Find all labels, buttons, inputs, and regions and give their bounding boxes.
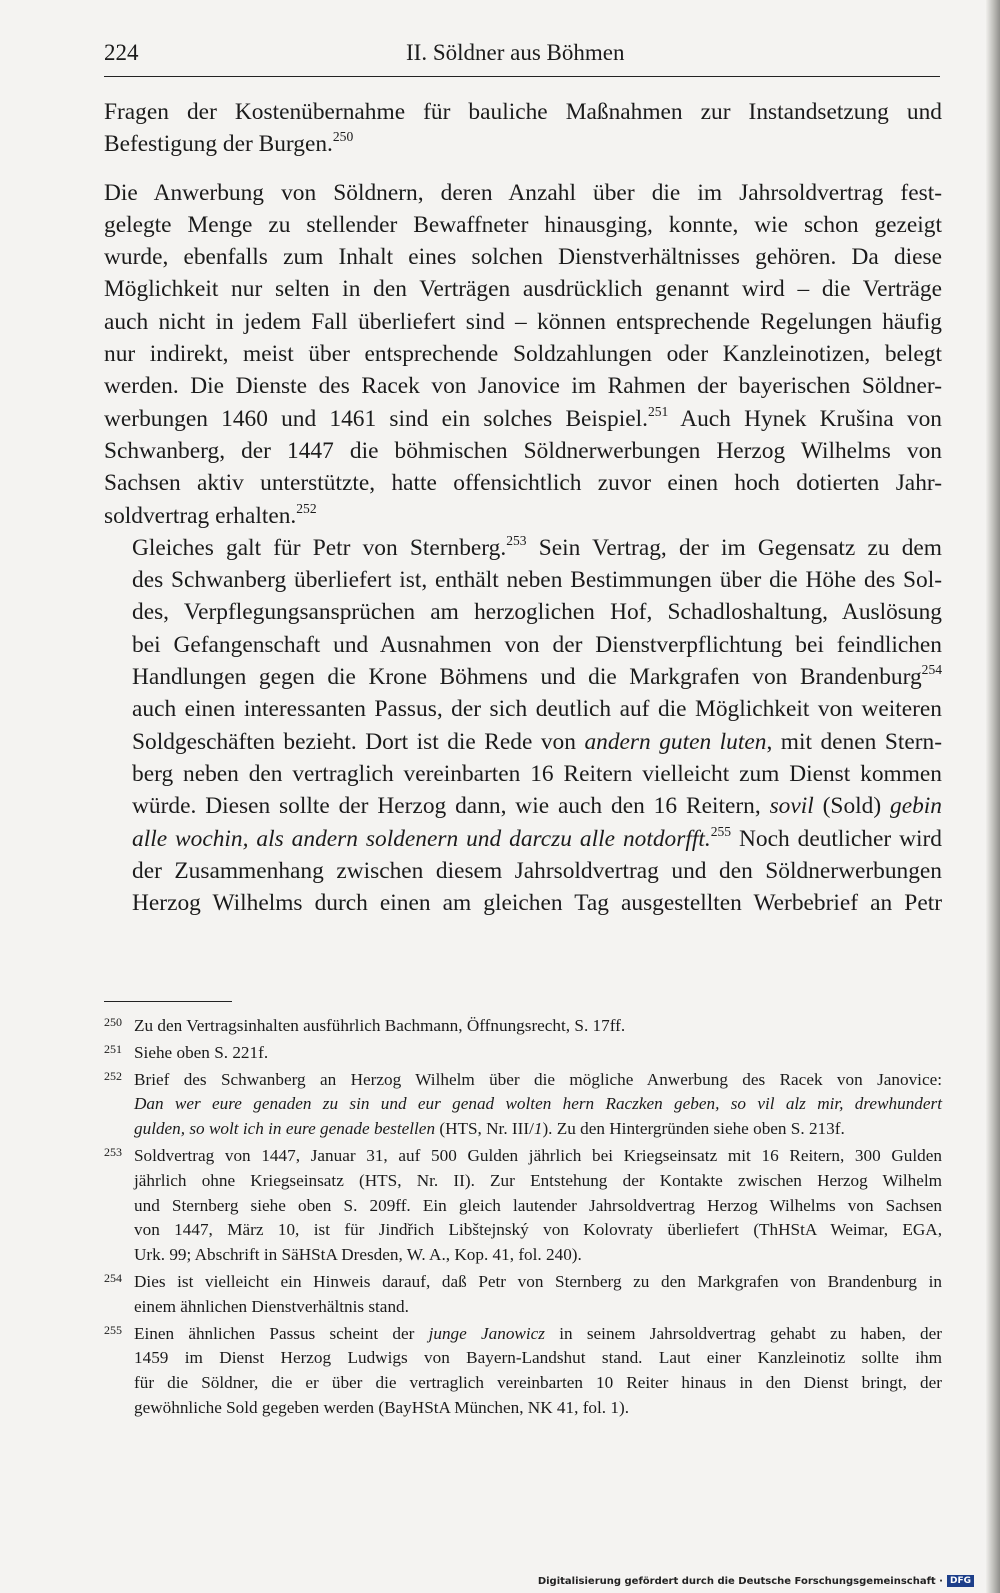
footnote-251 (104, 1041, 942, 1066)
text-line: Soldgeschäften bezieht. Dort ist die Rede von andern guten luten, mit denen Stern- (132, 728, 942, 755)
text-line: bei Gefangenschaft und Ausnahmen von der Dienstverpflichtung bei feindlichen (132, 631, 942, 658)
footnote-line: einem ähnlichen Dienstverhältnis stand. (134, 1296, 409, 1316)
page-number: 224 (104, 40, 139, 65)
footnote-line: 1459 im Dienst Herzog Ludwigs von Bayern-Landshut stand. Laut einer Kanzleinotiz sollte ihm (134, 1348, 942, 1368)
text-line: alle wochin, als andern soldenern und darczu alle notdorfft.$^{255}$ Noch deutlicher wird (132, 823, 942, 852)
footnote-ref: 255 (710, 823, 732, 839)
paragraph-2 (104, 177, 942, 532)
text-line: des, Verpflegungsansprüchen am herzoglichen Hof, Schadloshaltung, Auslösung (132, 599, 942, 626)
text-line: werden. Die Dienste des Racek von Janovice im Rahmen der bayerischen Söldner- (104, 373, 942, 400)
text-line: würde. Diesen sollte der Herzog dann, wie auch den 16 Reitern, sovil (Sold) gebin (132, 793, 942, 820)
footnote-number: 255 (104, 1322, 122, 1337)
text-line: gelegte Menge zu stellender Bewaffneter hinausging, konnte, wie schon gezeigt (104, 211, 942, 238)
text-line: nur indirekt, meist über entsprechende Soldzahlungen oder Kanzleinotizen, belegt (104, 341, 942, 368)
text-line: auch einen interessanten Passus, der sich deutlich auf die Möglichkeit von weiteren (132, 696, 942, 723)
footnote-250 (104, 1014, 942, 1039)
quoted-phrase: gebin (890, 793, 942, 820)
footnote-ref: 250 (332, 129, 354, 145)
footnote-line: Dies ist vielleicht ein Hinweis darauf, daß Petr von Sternberg zu den Markgrafen von Brandenburg in (134, 1271, 942, 1291)
footnote-line: jährlich ohne Kriegseinsatz (HTS, Nr. II). Zur Entstehung der Kontakte zwischen Herzog Wilhelm (134, 1170, 942, 1190)
footnote-number: 254 (104, 1270, 122, 1285)
page-edge-shadow (986, 0, 1000, 1593)
digitization-credit (538, 1575, 974, 1587)
footnote-number: 251 (104, 1041, 122, 1056)
footnote-quote-line: Dan wer eure genaden zu sin und eur genad wolten hern Raczken geben, so vil alz mir, drewhundert (134, 1094, 942, 1114)
footnote-ref: 252 (296, 500, 317, 516)
footnote-line: Brief des Schwanberg an Herzog Wilhelm über die mögliche Anwerbung des Racek von Janovice: (134, 1069, 942, 1089)
footnote-line: von 1447, März 10, ist für Jindřich Libštejnský von Kolovraty überliefert (ThHStA Weimar, EGA, (134, 1220, 942, 1240)
running-header (104, 40, 940, 76)
text-line: berg neben den vertraglich vereinbarten 16 Reitern vielleicht zum Dienst kommen (132, 760, 942, 787)
footnote-number: 253 (104, 1144, 122, 1159)
footnote-number: 252 (104, 1068, 122, 1083)
quoted-phrase: sovil (769, 793, 814, 820)
footnote-253 (104, 1144, 942, 1268)
footnote-line: Siehe oben S. 221f. (134, 1042, 269, 1062)
footnote-ref: 253 (506, 532, 527, 548)
text-line: Herzog Wilhelms durch einen am gleichen Tag ausgestellten Werbebrief an Petr (132, 890, 942, 917)
text-line: Fragen der Kostenübernahme für bauliche Maßnahmen zur Instandsetzung und (104, 99, 942, 125)
text-line: auch nicht in jedem Fall überliefert sind – können entsprechende Regelungen häufig (104, 308, 942, 335)
footnote-line: gewöhnliche Sold gegeben werden (BayHStA München, NK 41, fol. 1). (134, 1397, 629, 1417)
text-line: der Zusammenhang zwischen diesem Jahrsoldvertrag und den Söldnerwerbungen (132, 857, 942, 884)
text-line: Handlungen gegen die Krone Böhmens und die Markgrafen von Brandenburg$^{254}$ (132, 661, 942, 691)
quoted-phrase: alle wochin, als andern soldenern und darczu alle notdorfft. (132, 825, 711, 852)
footnote-255 (104, 1322, 942, 1421)
footnote-rule (104, 1001, 232, 1002)
footnotes (104, 1014, 942, 1423)
paragraph-3 (104, 532, 942, 920)
dfg-logo: DFG (947, 1575, 974, 1587)
footnote-line: Urk. 99; Abschrift in SäHStA Dresden, W. A., Kop. 41, fol. 240). (134, 1245, 582, 1265)
text-line: Schwanberg, der 1447 die böhmischen Söldnerwerbungen Herzog Wilhelms von (104, 437, 942, 464)
quoted-phrase: andern guten luten (584, 728, 767, 755)
footnote-ref: 254 (921, 661, 942, 677)
running-title: II. Söldner aus Böhmen (406, 40, 625, 65)
header-rule (104, 76, 940, 77)
paragraph-1 (104, 96, 942, 161)
text-line: Gleiches galt für Petr von Sternberg.$^{253}$ Sein Vertrag, der im Gegensatz zu dem (132, 532, 942, 561)
footnote-254 (104, 1270, 942, 1320)
credit-text: Digitalisierung gefördert durch die Deutsche Forschungsgemeinschaft · (537, 1575, 943, 1587)
main-text (104, 96, 942, 919)
footnote-number: 250 (104, 1015, 122, 1029)
text-line: wurde, ebenfalls zum Inhalt eines solchen Dienstverhältnisses gehören. Da diese (104, 244, 942, 271)
text-line: Befestigung der Burgen.$^{250}$ (104, 129, 354, 158)
footnote-ref: 251 (647, 403, 669, 419)
footnote-line: Zu den Vertragsinhalten ausführlich Bachmann, Öffnungsrecht, S. 17ff. (134, 1016, 626, 1035)
footnote-line: für die Söldner, die er über die vertraglich vereinbarten 10 Reiter hinaus in den Dienst bringt, der (134, 1373, 942, 1393)
text-line: Sachsen aktiv unterstützte, hatte offensichtlich zuvor einen hoch dotierten Jahr- (104, 470, 942, 497)
text-line: des Schwanberg überliefert ist, enthält neben Bestimmungen über die Höhe des Sol- (132, 567, 942, 594)
footnote-line: gulden, so wolt ich in eure genade bestellen (HTS, Nr. III/1). Zu den Hintergründen siehe oben S. 213f. (134, 1119, 845, 1139)
footnote-line: Soldvertrag von 1447, Januar 31, auf 500 Gulden jährlich bei Kriegseinsatz mit 16 Reitern, 300 Gulden (134, 1145, 942, 1165)
text-line: Die Anwerbung von Söldnern, deren Anzahl über die im Jahrsoldvertrag fest- (104, 179, 942, 206)
footnote-252 (104, 1068, 942, 1142)
text-line: Möglichkeit nur selten in den Verträgen ausdrücklich genannt wird – die Verträge (104, 276, 942, 303)
footnote-line: Einen ähnlichen Passus scheint der junge Janowicz in seinem Jahrsoldvertrag gehabt zu haben, der (134, 1323, 943, 1343)
footnote-line: und Sternberg siehe oben S. 209ff. Ein gleich lautender Jahrsoldvertrag Herzog Wilhelms von Sachsen (134, 1195, 942, 1215)
text-line: werbungen 1460 und 1461 sind ein solches Beispiel.$^{251}$ Auch Hynek Krušina von (104, 403, 942, 432)
text-line: soldvertrag erhalten.$^{252}$ (104, 500, 317, 529)
